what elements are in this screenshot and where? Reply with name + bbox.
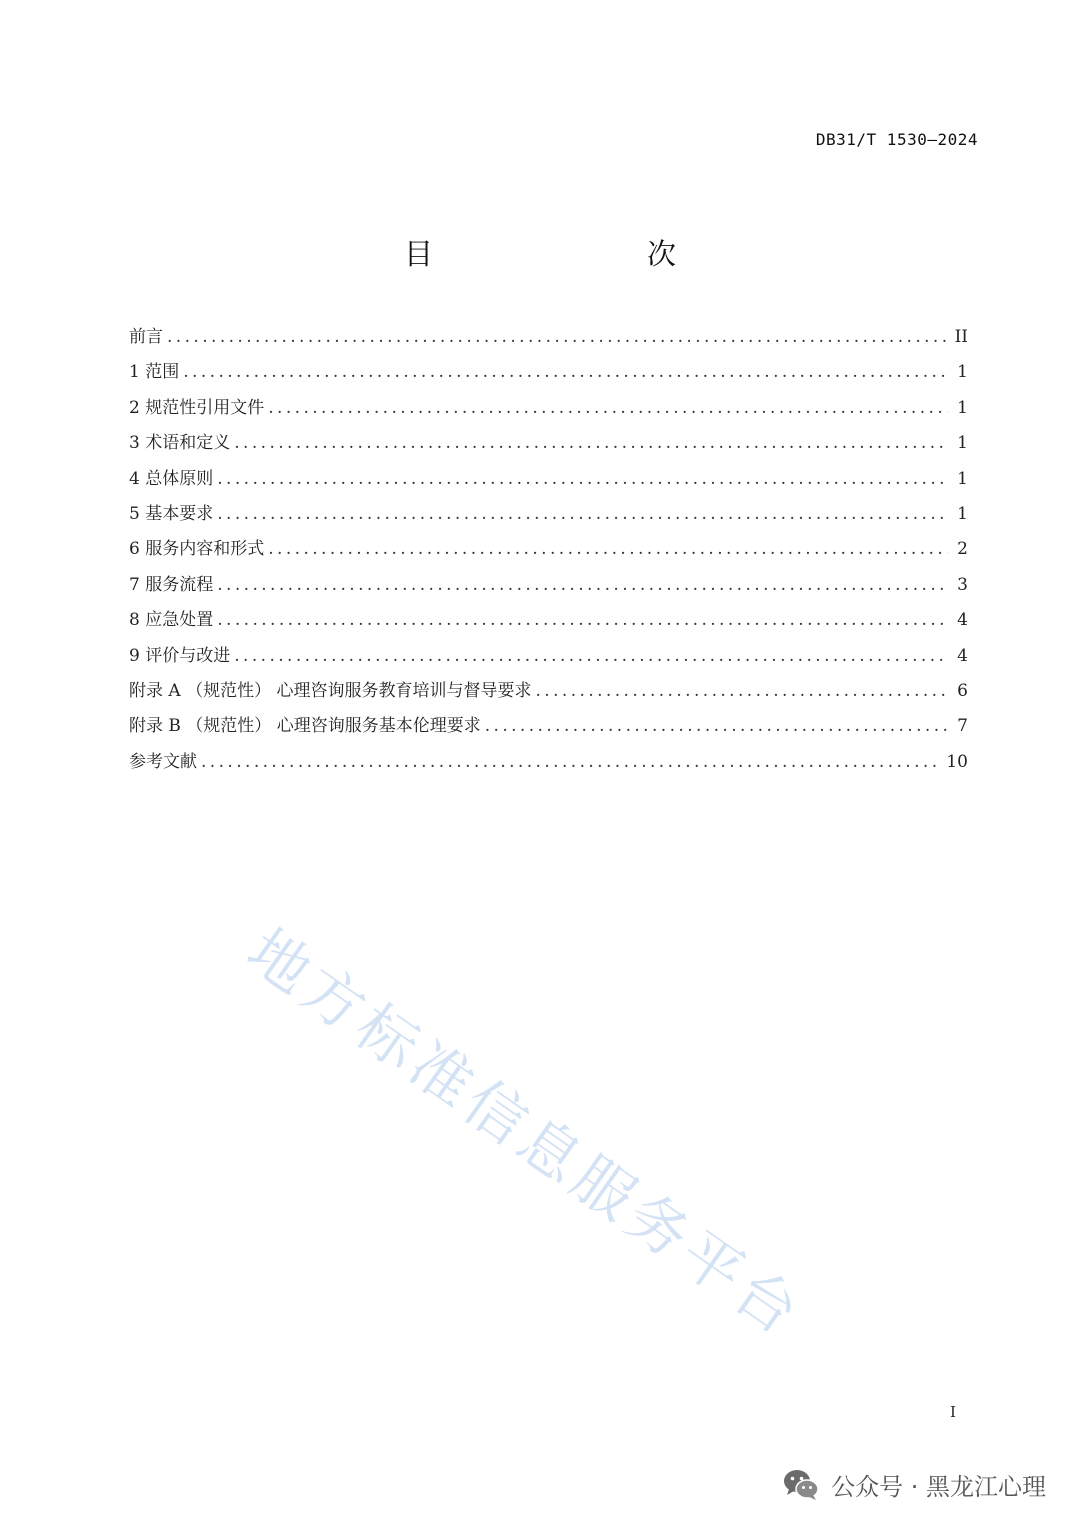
table-of-contents: [129, 322, 968, 782]
toc-leader-dots: [268, 398, 948, 418]
toc-item-label: 附录 A （规范性） 心理咨询服务教育培训与督导要求: [129, 680, 532, 701]
footer-brand-label: 公众号 · 黑龙江心理: [831, 1472, 1046, 1501]
toc-item-appendix-b[interactable]: [129, 711, 968, 746]
toc-item-page: II: [954, 327, 968, 347]
watermark: 地方标准信息服务平台: [234, 915, 816, 1352]
toc-item-normative-references[interactable]: [129, 393, 968, 428]
toc-leader-dots: [217, 575, 948, 595]
toc-leader-dots: [201, 752, 940, 772]
toc-item-evaluation-improvement[interactable]: [129, 641, 968, 676]
toc-item-basic-requirements[interactable]: [129, 499, 968, 534]
toc-item-label: 前言: [129, 327, 163, 347]
toc-item-label: 9 评价与改进: [129, 645, 231, 666]
toc-item-page: 7: [957, 716, 968, 737]
toc-item-label: 6 服务内容和形式: [129, 539, 265, 560]
toc-item-service-process[interactable]: [129, 570, 968, 605]
wechat-icon: [781, 1464, 821, 1504]
toc-item-page: 3: [957, 574, 968, 595]
toc-item-label: 8 应急处置: [129, 610, 214, 631]
toc-item-label: 2 规范性引用文件: [129, 397, 265, 418]
toc-item-page: 1: [957, 468, 968, 489]
toc-item-foreword[interactable]: [129, 322, 968, 357]
toc-item-label: 7 服务流程: [129, 574, 214, 595]
toc-item-label: 参考文献: [129, 751, 197, 772]
toc-item-appendix-a[interactable]: [129, 676, 968, 711]
toc-item-page: 4: [957, 645, 968, 666]
toc-item-page: 4: [957, 610, 968, 631]
toc-item-label: 5 基本要求: [129, 503, 214, 524]
toc-item-page: 2: [957, 539, 968, 560]
toc-item-bibliography[interactable]: [129, 747, 968, 782]
toc-item-label: 3 术语和定义: [129, 433, 231, 454]
toc-item-general-principles[interactable]: [129, 464, 968, 499]
page-number: I: [950, 1403, 956, 1421]
toc-item-scope[interactable]: [129, 357, 968, 392]
toc-leader-dots: [268, 539, 948, 559]
toc-item-label: 附录 B （规范性） 心理咨询服务基本伦理要求: [129, 716, 481, 737]
toc-leader-dots: [234, 433, 948, 453]
toc-item-emergency-handling[interactable]: [129, 605, 968, 640]
toc-item-page: 1: [957, 503, 968, 524]
toc-item-page: 10: [946, 751, 968, 772]
toc-item-page: 1: [957, 362, 968, 383]
toc-item-terms-definitions[interactable]: [129, 428, 968, 463]
toc-item-page: 1: [957, 397, 968, 418]
footer-brand[interactable]: [781, 1464, 1046, 1504]
toc-item-label: 1 范围: [129, 362, 180, 383]
toc-leader-dots: [485, 716, 948, 736]
toc-leader-dots: [167, 327, 948, 347]
toc-leader-dots: [183, 362, 948, 382]
toc-item-label: 4 总体原则: [129, 468, 214, 489]
toc-leader-dots: [217, 610, 948, 630]
toc-item-page: 1: [957, 433, 968, 454]
toc-item-service-content[interactable]: [129, 534, 968, 569]
toc-leader-dots: [217, 504, 948, 524]
toc-leader-dots: [536, 681, 949, 701]
toc-leader-dots: [217, 469, 948, 489]
standard-code: DB31/T 1530—2024: [815, 130, 978, 149]
toc-item-page: 6: [957, 680, 968, 701]
page-title: 目 次: [403, 237, 728, 271]
toc-leader-dots: [234, 646, 948, 666]
